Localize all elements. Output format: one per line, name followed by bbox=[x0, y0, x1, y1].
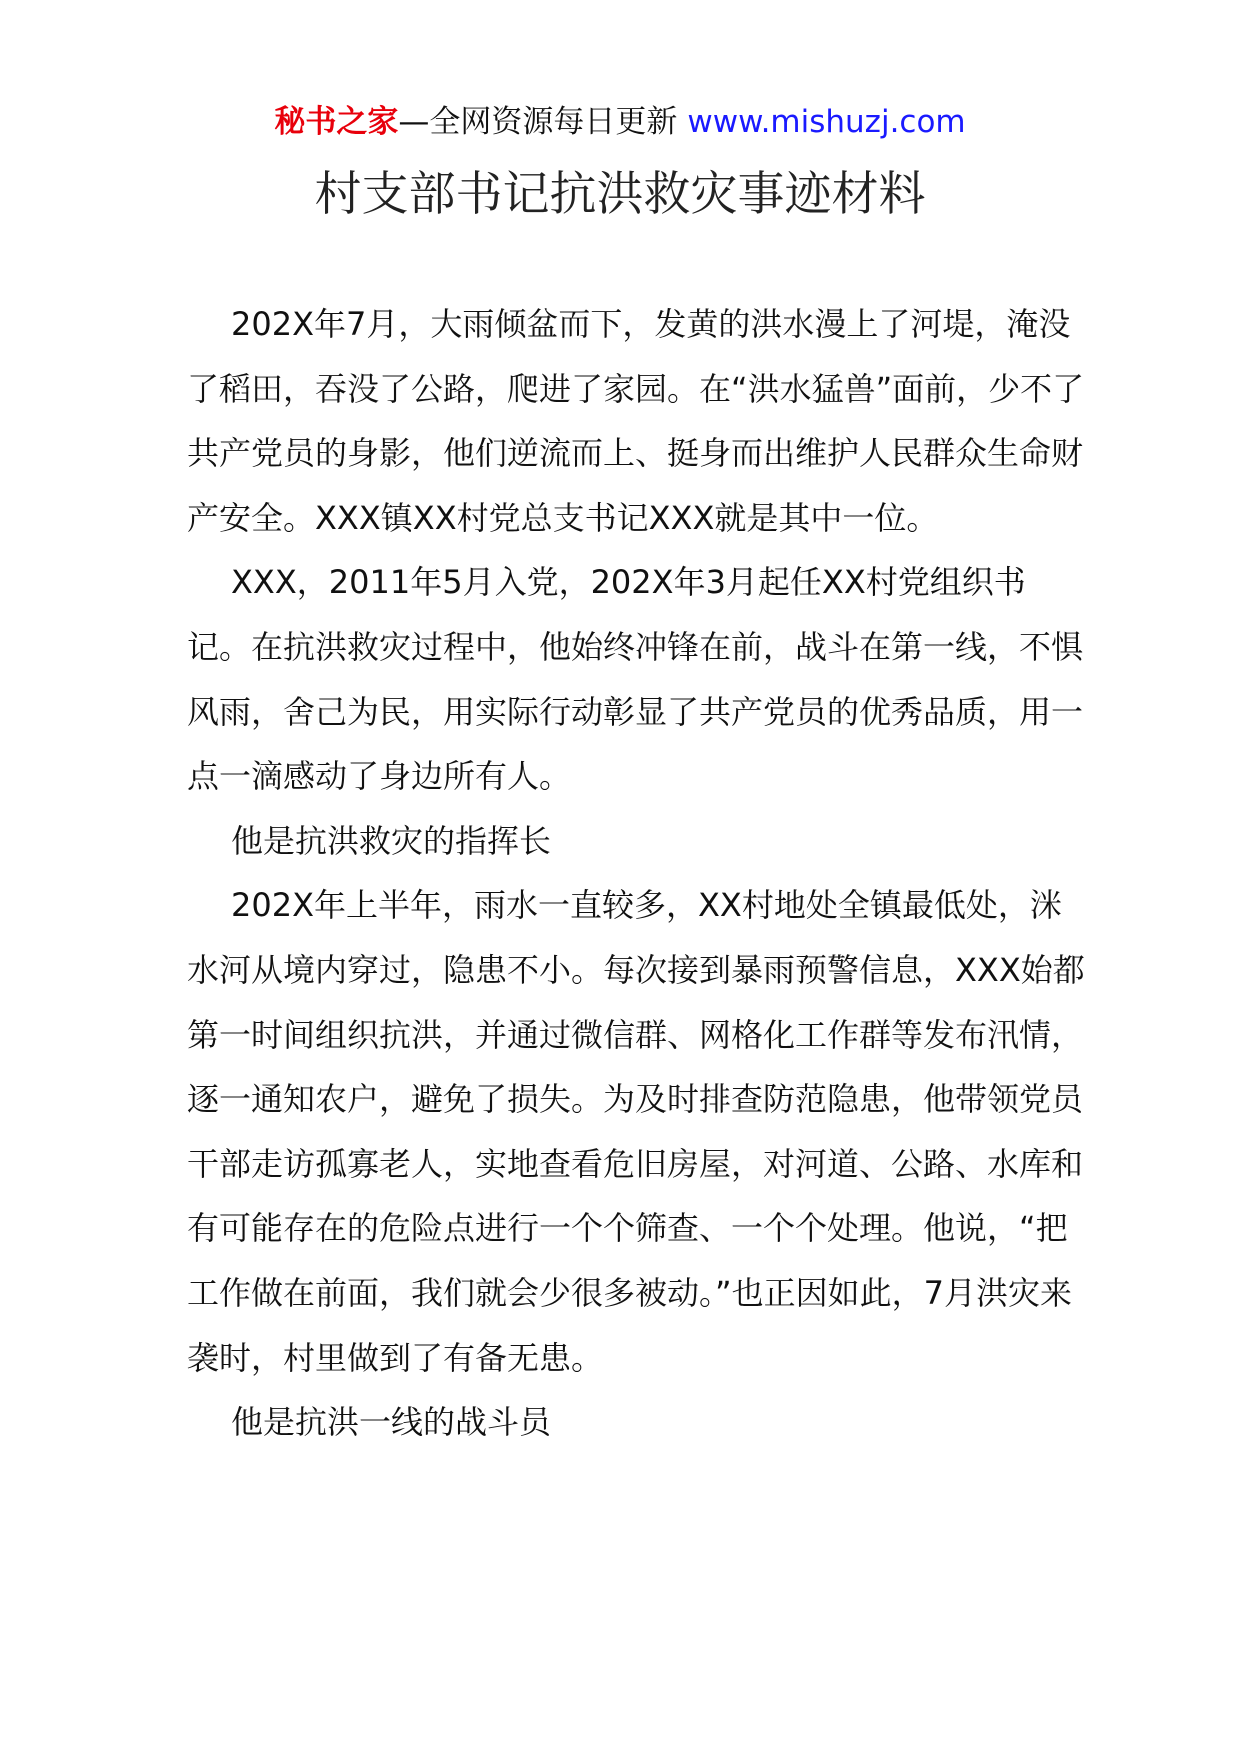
paragraph-profile: XXX，2011年5月入党，202X年3月起任XX村党组织书记。在抗洪救灾过程中，他始终冲锋在前，战斗在第一线，不惧风雨，舍己为民，用实际行动彰显了共产党员的优秀品质，用一点一滴感动了身边所有人。 bbox=[187, 563, 1084, 796]
document-title: 村支部书记抗洪救灾事迹材料 bbox=[314, 167, 926, 222]
paragraph-commander: 202X年上半年，雨水一直较多，XX村地处全镇最低处，洣水河从境内穿过，隐患不小。每次接到暴雨预警信息，XXX始都第一时间组织抗洪，并通过微信群、网格化工作群等发布汛情，逐一通知农户，避免了损失。为及时排查防范隐患，他带领党员干部走访孤寡老人，实地查看危旧房屋，对河道、公路、水库和有可能存在的危险点进行一个个筛查、一个个处理。他说，“把工作做在前面，我们就会少很多被动。”也正因如此，7月洪灾来袭时，村里做到了有备无患。 bbox=[187, 886, 1085, 1377]
paragraph-intro: 202X年7月，大雨倾盆而下，发黄的洪水漫上了河堤，淹没了稻田，吞没了公路，爬进了家园。在“洪水猛兽”面前，少不了共产党员的身影，他们逆流而上、挺身而出维护人民群众生命财产安全。XXX镇XX村党总支书记XXX就是其中一位。 bbox=[187, 305, 1085, 537]
document-body bbox=[187, 292, 1087, 1455]
site-url-link[interactable]: www.mishuzj.com bbox=[687, 104, 966, 140]
section-heading-commander: 他是抗洪救灾的指挥长 bbox=[231, 821, 552, 860]
section-heading-fighter: 他是抗洪一线的战斗员 bbox=[231, 1403, 552, 1442]
banner-tagline: —全网资源每日更新 bbox=[398, 104, 678, 140]
site-banner bbox=[0, 100, 1240, 144]
brand-name: 秘书之家 bbox=[274, 104, 399, 140]
